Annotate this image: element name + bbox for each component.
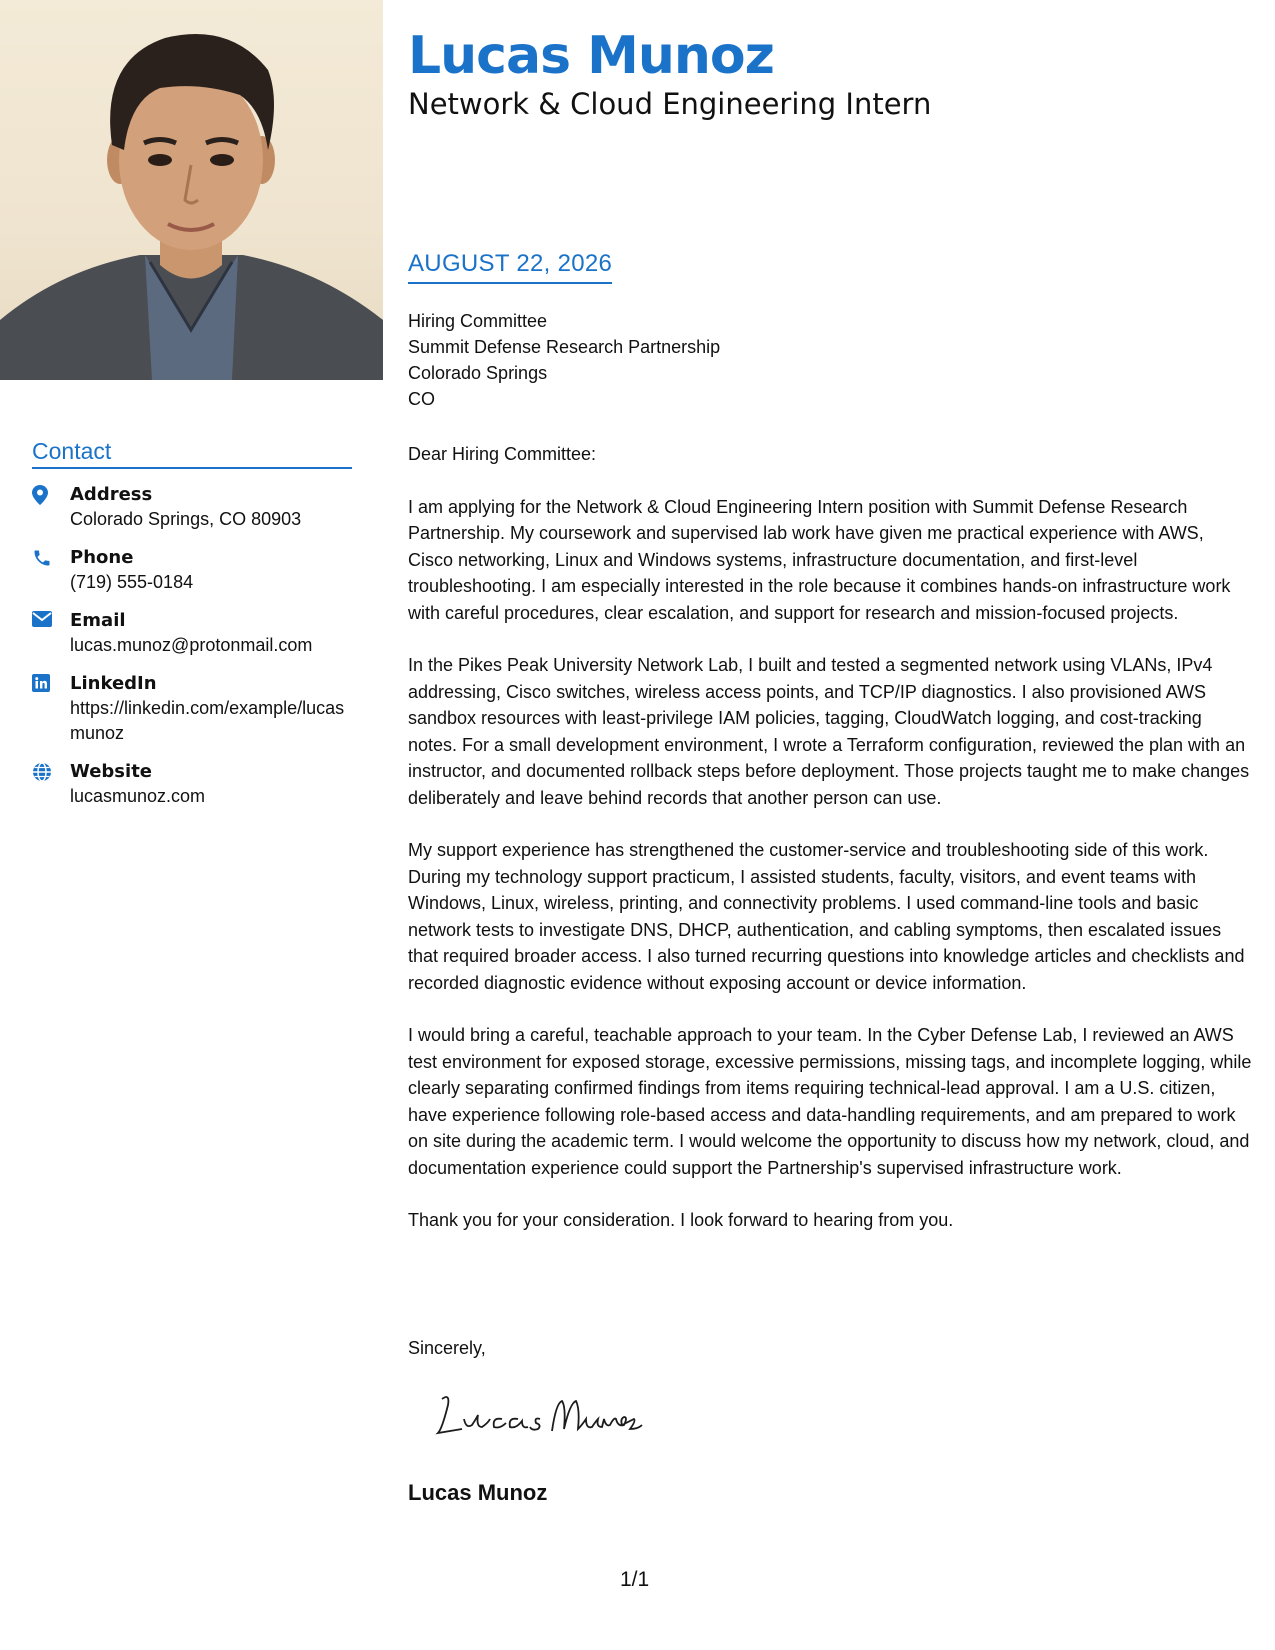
applicant-role: Network & Cloud Engineering Intern bbox=[408, 87, 932, 121]
applicant-name: Lucas Munoz bbox=[408, 26, 774, 86]
letter-paragraph: In the Pikes Peak University Network Lab, I built and tested a segmented network using VLANs, IPv4 addressing, Cisco switches, wireless access points, and TCP/IP diagnostics. I also provisioned AWS sandbox resources with least-privilege IAM policies, tagging, CloudWatch logging, and cost-tracking notes. For a small development environment, I wrote a Terraform configuration, reviewed the plan with an instructor, and documented rollback steps before deployment. Those projects taught me to make changes deliberately and leave behind records that another person can use. bbox=[408, 655, 1250, 808]
profile-photo bbox=[0, 0, 383, 380]
page-number: 1/1 bbox=[620, 1568, 650, 1591]
globe-icon bbox=[32, 760, 70, 809]
letter-header bbox=[408, 26, 931, 122]
contact-item-address bbox=[32, 483, 352, 532]
letter-paragraph: My support experience has strengthened the customer-service and troubleshooting side of this work. During my technology support practicum, I assisted students, faculty, visitors, and event teams with Windows, Linux, wireless, printing, and connectivity problems. I used command-line tools and basic network tests to investigate DNS, DHCP, authentication, and cabling symptoms, then escalated issues that required broader access. I also turned recurring questions into knowledge articles and checklists and recorded diagnostic evidence without exposing account or device information. bbox=[408, 840, 1245, 993]
contact-item-email bbox=[32, 609, 352, 658]
portrait-illustration bbox=[0, 0, 383, 380]
recipient-block bbox=[408, 308, 720, 412]
letter-paragraph: I would bring a careful, teachable approach to your team. In the Cyber Defense Lab, I reviewed an AWS test environment for exposed storage, excessive permissions, missing tags, and incomplete logging, while clearly separating confirmed findings from items requiring technical-lead approval. I am a U.S. citizen, have experience following role-based access and data-handling requirements, and am prepared to work on site during the academic term. I would welcome the opportunity to discuss how my network, cloud, and documentation experience could support the Partnership's supervised infrastructure work. bbox=[408, 1025, 1252, 1178]
recipient-line: CO bbox=[408, 389, 435, 409]
letter-paragraph: I am applying for the Network & Cloud Engineering Intern position with Summit Defense Research Partnership. My coursework and supervised lab work have given me practical experience with AWS, Cisco networking, Linux and Windows systems, infrastructure documentation, and first-level troubleshooting. I am especially interested in the role because it combines hands-on infrastructure work with careful procedures, clear escalation, and support for research and mission-focused projects. bbox=[408, 496, 1231, 623]
contact-value-website[interactable]: lucasmunoz.com bbox=[70, 786, 206, 806]
recipient-line: Summit Defense Research Partnership bbox=[408, 337, 721, 357]
signature-illustration bbox=[430, 1385, 650, 1445]
linkedin-icon bbox=[32, 672, 70, 746]
contact-value-address: Colorado Springs, CO 80903 bbox=[70, 509, 302, 529]
contact-sidebar bbox=[32, 438, 352, 809]
signed-name: Lucas Munoz bbox=[408, 1480, 548, 1505]
contact-label-email: Email bbox=[70, 610, 126, 631]
recipient-line: Colorado Springs bbox=[408, 363, 548, 383]
handwritten-signature bbox=[430, 1385, 650, 1450]
contact-label-phone: Phone bbox=[70, 547, 134, 568]
letter-date: AUGUST 22, 2026 bbox=[408, 250, 612, 284]
closing: Sincerely, bbox=[408, 1338, 486, 1358]
contact-label-address: Address bbox=[70, 484, 153, 505]
location-pin-icon bbox=[32, 483, 70, 532]
letter-paragraph: Thank you for your consideration. I look forward to hearing from you. bbox=[408, 1210, 954, 1230]
contact-item-linkedin bbox=[32, 672, 352, 746]
email-icon bbox=[32, 609, 70, 658]
contact-value-email[interactable]: lucas.munoz@protonmail.com bbox=[70, 635, 313, 655]
contact-label-website: Website bbox=[70, 761, 153, 782]
contact-heading: Contact bbox=[32, 438, 352, 469]
contact-label-linkedin: LinkedIn bbox=[70, 673, 157, 694]
recipient-line: Hiring Committee bbox=[408, 311, 548, 331]
contact-item-website bbox=[32, 760, 352, 809]
phone-icon bbox=[32, 546, 70, 595]
letter-body bbox=[408, 441, 1253, 1260]
salutation: Dear Hiring Committee: bbox=[408, 444, 597, 464]
contact-value-phone: (719) 555-0184 bbox=[70, 572, 194, 592]
contact-item-phone bbox=[32, 546, 352, 595]
contact-value-linkedin[interactable]: https://linkedin.com/example/lucasmunoz bbox=[70, 698, 345, 743]
